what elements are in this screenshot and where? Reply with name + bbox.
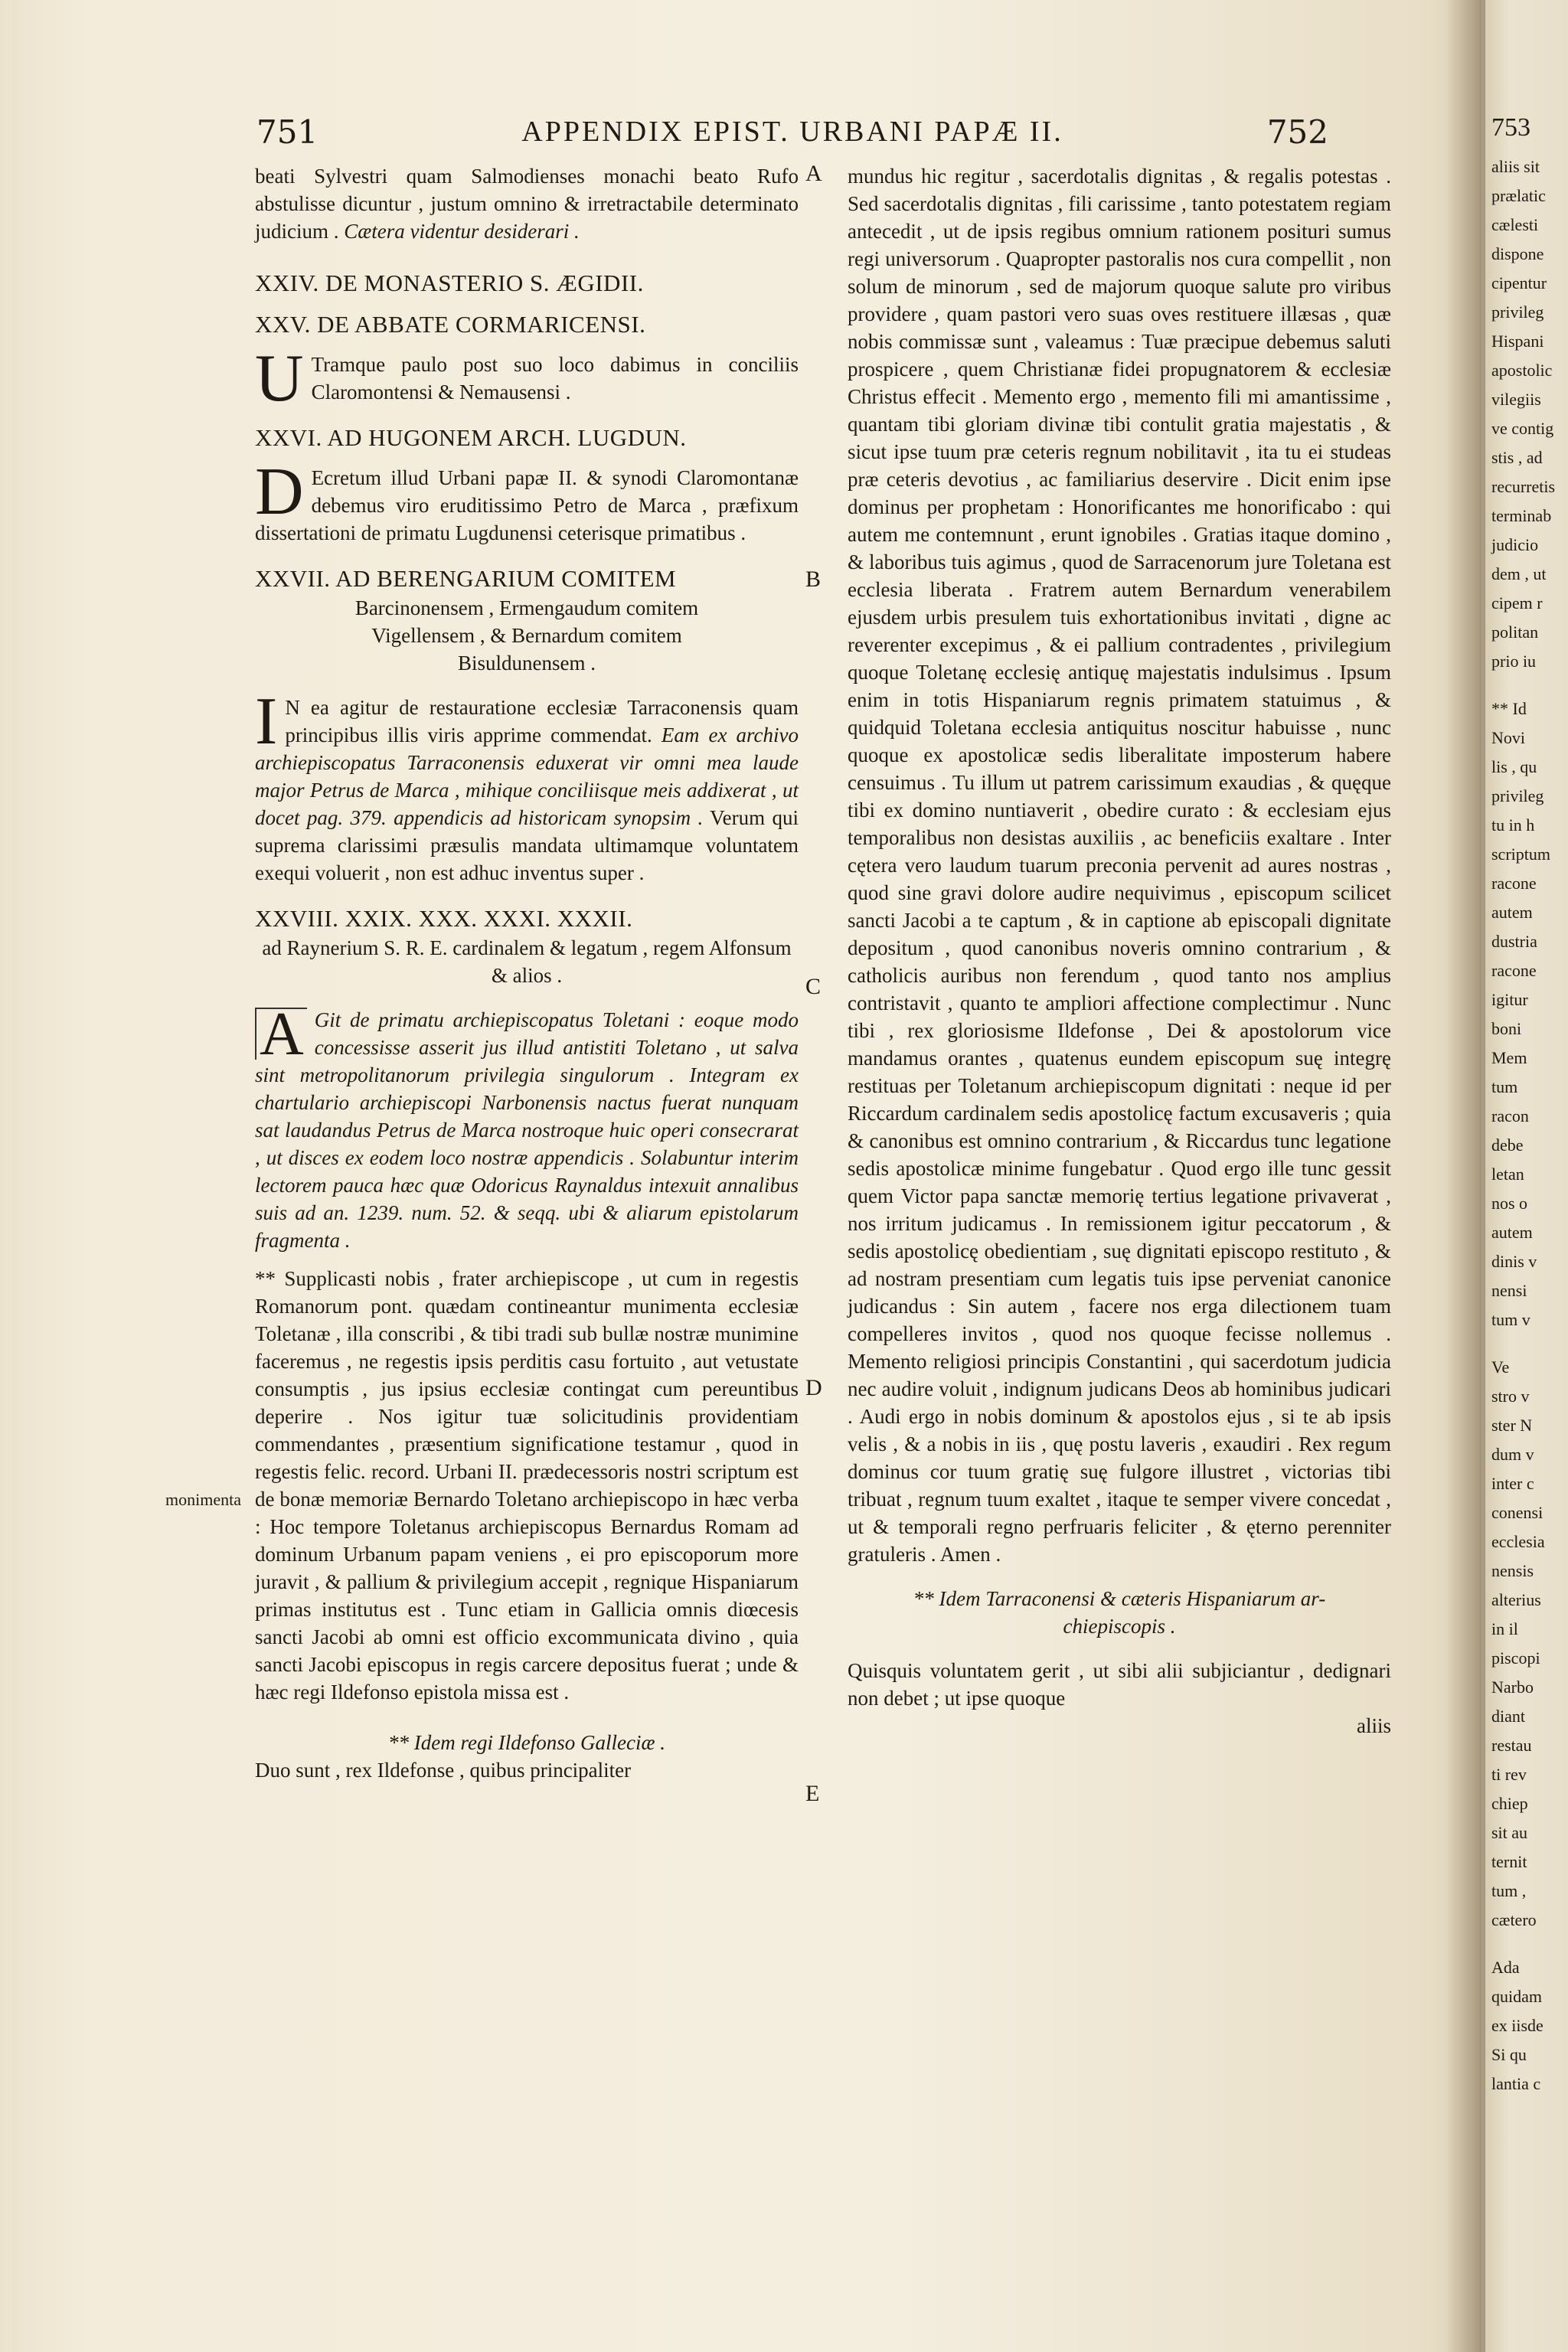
next-page-fragment: privileg xyxy=(1491,786,1544,805)
running-title: APPENDIX EPIST. URBANI PAPÆ II. xyxy=(521,116,1063,148)
drop-cap: I xyxy=(255,684,278,759)
paragraph xyxy=(255,684,799,887)
next-page-fragment: conensi xyxy=(1491,1503,1544,1522)
next-page-fragment: ster N xyxy=(1491,1416,1533,1435)
next-page-fragment: Hispani xyxy=(1491,332,1544,351)
letter-heading-line: chiepiscopis . xyxy=(1063,1615,1176,1638)
next-page-fragment: sit au xyxy=(1491,1823,1528,1842)
next-page-fragment: tu in h xyxy=(1491,815,1535,835)
paragraph: Quisquis voluntatem gerit , ut sibi alii subjiciantur , dedignari non debet ; ut ipse quoque xyxy=(848,1659,1391,1710)
next-page-fragment: debe xyxy=(1491,1135,1524,1155)
next-page-fragment: Novi xyxy=(1491,728,1525,747)
letter-heading-line: ** Idem Tarraconensi & cæteris Hispaniarum ar- xyxy=(913,1587,1326,1610)
paragraph-text: beati Sylvestri quam Salmodienses monachi beato Rufo abstulisse dicuntur , justum omnino & irretractabile determinato judicium . xyxy=(255,165,799,243)
drop-cap: A xyxy=(255,1008,307,1060)
next-page-fragment: Ada xyxy=(1491,1958,1520,1977)
letter-heading xyxy=(848,1585,1391,1640)
next-page-fragment: cipem r xyxy=(1491,593,1543,612)
next-page-fragment: igitur xyxy=(1491,990,1528,1009)
next-page-fragment: piscopi xyxy=(1491,1648,1540,1668)
drop-cap: U xyxy=(255,341,304,416)
next-page-fragment: racone xyxy=(1491,874,1537,893)
section-heading: XXVII. AD BERENGARIUM COMITEM xyxy=(255,565,677,592)
next-page-fragment: tum v xyxy=(1491,1310,1530,1329)
next-page-fragment: ex iisde xyxy=(1491,2016,1544,2035)
binding-gutter xyxy=(1446,0,1491,2352)
section-letter-e: E xyxy=(805,1781,820,1806)
next-page-edge xyxy=(1485,0,1568,2352)
next-page-fragment: dinis v xyxy=(1491,1252,1537,1271)
page-header xyxy=(256,113,1328,156)
section-heading: XXIV. DE MONASTERIO S. ÆGIDII. xyxy=(255,270,644,296)
paragraph: Duo sunt , rex Ildefonse , quibus principaliter xyxy=(255,1759,632,1782)
italic-note: Eam ex archivo archiepiscopatus Tarraconensis eduxerat vir omni mea laude major Petrus de Marca , mihique conciliisque meis addixerat , ut docet pag. 379. appendicis ad historicam synopsim . xyxy=(255,724,799,829)
next-page-fragment: chiep xyxy=(1491,1794,1528,1813)
section-heading: XXV. DE ABBATE CORMARICENSI. xyxy=(255,311,646,338)
next-page-fragment: Narbo xyxy=(1491,1677,1534,1697)
next-page-fragment: apostolic xyxy=(1491,361,1553,380)
section-letter-c: C xyxy=(805,974,822,999)
paragraph-text: Ecretum illud Urbani papæ II. & synodi Claromontanæ debemus viro eruditissimo Petro de Marca , præfixum dissertationi de primatu Lugdunensi ceterisque primatibus . xyxy=(255,466,799,544)
paragraph xyxy=(255,1001,799,1254)
paragraph xyxy=(255,341,799,416)
section-heading: XXVI. AD HUGONEM ARCH. LUGDUN. xyxy=(255,424,687,451)
next-page-fragment: recurretis xyxy=(1491,477,1556,496)
section-letter-b: B xyxy=(805,567,822,592)
paragraph: mundus hic regitur , sacerdotalis dignitas , & regalis potestas . Sed sacerdotalis dignitas , fili carissime , tanto potestatem regiam antecedit , ut de ipsis regibus omnium rationem positurі sumus regi universorum . Quapropter pastoralis nos cura compellit , non solum de minorum , sed de majorum quoque salute pro viribus providere , quam pastori vero suas oves restituere illæsas , quæ nobis commissæ sunt , valeamus : Tuæ præcipue debemus saluti prospicere , quem Christianæ fidei propugnatorem & ecclesiæ Christus effecit . Memento ergo , memento fili mi amantissime , quantam tibi gloriam divinæ tibi contulit gratia majestatis , & sicut ipse tuum præ ceteris regnum nobilitavit , ita tu ei studeas præ ceteris devotius , ac familiarius deservire . Dicit enim ipse dominus per prophetam : Honorificantes me honorificabo : qui autem me contemnunt , erunt ignobiles . Gratias itaque domino , & laboribus tuis agimus , quod de Sarracenorum jure Toletana est ecclesia liberata . Fratrem autem Bernardum venerabilem ejusdem urbis presulem tuis exhortationibus invitati , digne ac reverenter excepimus , & ei pallium contradentes , privilegium quoque Toletanę ecclesię antiquę majestatis indulsimus . Ipsum enim in totis Hispaniarum regnis primatem statuimus , & quidquid Toletana ecclesia antiquitus noscitur habuisse , nunc quoque ex apostolicæ sedis liberalitate imposterum habere censuimus . Tu illum ut patrem carissimum exaudias , & quęque tibi ex domino nuntiaverit , obedire curato : & ecclesiam ejus temporalibus non desistas auxiliis , ac beneficiis exaltare . Inter cętera vero laudum tuarum preconia pervenit ad aures nostras , quod sine gravi dolore audire nequivimus , episcopum scilicet sancti Jacobi a te captum , & in captione ab episcopali dignitate depositum , quod canonibus noveris omnino contrarium , & catholicis auribus non ferendum , quod tanto nos amplius contristavit , quanto te ampliori affectione complectimur . Nunc tibi , rex gloriosisme Ildefonse , Dei & apostolorum vice mandamus orantes , quatenus eundem episcopum suę integrę restituas per Toletanum archiepiscopum dignitati : neque id per Riccardum cardinalem sedis apostolicę factum excusaveris ; quia & canonibus est omnino contrarium , & Riccardus tunc legatione sedis apostolicæ minime fungebatur . Quod ergo ille tunc gessit quem Victor papa sanctæ memorię tertius legatione privaverat , nos irritum judicamus . In remissionem igitur peccatorum , & sedis apostolicę obedientiam , suę dignitati episcopo restituto , & ad nostram presentiam cum legatis tuis ipse perveniat canonice judicandus : Sin autem , facere nos erga dilectionem tuam compelleres invitos , quod nos quoque fecisse nollemus . Memento religiosi principis Constantini , qui sacerdotum judicia nec audire voluit , indignum judicans Deos ab hominibus judicari . Audi ergo in nobis dominum & apostolos ejus , si te ab ipsis velis , & a nobis in iis , quę postu laveris , exaudiri . Rex regum dominus cor tuum gratię suę fulgore illustret , victorias tibi tribuat , regnum tuum exaltet , itaque te semper vivere concedat , ut & temporali regno perfruaris feliciter , & ęterno perenniter gratuleris . Amen . xyxy=(848,165,1391,1566)
section-letter-a: A xyxy=(805,161,822,186)
next-page-fragment: quidam xyxy=(1491,1987,1542,2006)
next-page-fragment: dustria xyxy=(1491,932,1537,951)
next-page-fragment: Si qu xyxy=(1491,2045,1527,2064)
next-page-fragment: dum v xyxy=(1491,1445,1534,1464)
next-page-fragment: boni xyxy=(1491,1019,1522,1038)
next-page-fragment: ve contig xyxy=(1491,419,1554,438)
paragraph-text: Tramque paulo post suo loco dabimus in conciliis Claromontensi & Nemausensi . xyxy=(311,353,799,403)
margin-note: monimenta xyxy=(165,1490,241,1509)
catchword: aliis xyxy=(1357,1714,1391,1737)
next-page-fragment: prio iu xyxy=(1491,652,1537,671)
next-page-fragment: ternit xyxy=(1491,1852,1527,1871)
paragraph-text: Verum qui suprema clarissimi præsulis mandata ultimamque voluntatem exequi voluerit , non est adhuc inventus super . xyxy=(255,806,799,884)
next-page-fragment: terminab xyxy=(1491,506,1552,525)
section-heading: XXVIII. XXIX. XXX. XXXI. XXXII. xyxy=(255,905,633,932)
next-page-fragment: Ve xyxy=(1491,1357,1510,1377)
drop-cap: D xyxy=(255,455,304,529)
next-page-fragment: nensi xyxy=(1491,1281,1527,1300)
right-column xyxy=(848,162,1391,1740)
left-column xyxy=(255,162,799,1784)
page-number-left: 751 xyxy=(256,113,318,151)
next-page-fragment: autem xyxy=(1491,903,1533,922)
next-page-fragment: racon xyxy=(1491,1106,1529,1125)
letter-heading: ** Idem regi Ildefonso Galleciæ . xyxy=(388,1731,665,1754)
next-page-fragment: scriptum xyxy=(1491,844,1550,864)
paragraph xyxy=(255,162,799,245)
next-page-fragment: cipentur xyxy=(1491,273,1547,292)
next-page-fragment: cælesti xyxy=(1491,215,1539,234)
paragraph: ** Supplicasti nobis , frater archiepiscope , ut cum in regestis Romanorum pont. quædam contineantur munimenta ecclesiæ Toletanæ , illa conscribi , & tibi tradi sub bullæ nostræ munimine faceremus , ne regestis ipsis perditis casu fortuito , aut vetustate consumptis , jus ipsius ecclesiæ contingat cum pereuntibus deperire . Nos igitur tuæ solicitudinis providentiam commendantes , præsentium significatione testamur , quod in regestis felic. record. Urbani II. prædecessoris nostri scriptum est de bonæ memoriæ Bernardo Toletano archiepiscopo in hæc verba : Hoc tempore Toletanus archiepiscopus Bernardus Romam ad dominum Urbanum papam veniens , ei pro episcoporum more juravit , & pallium & privilegium accepit , regnique Hispaniarum primas institutus est . Tunc etiam in Gallicia omnis diœcesis sancti Jacobi ab omni est officio excommunicata divino , quia sancti Jacobi episcopus in regis carcere depositus fuerat ; unde & hæc regi Ildefonso epistola missa est . xyxy=(255,1267,799,1704)
heading-subline: ad Raynerium S. R. E. cardinalem & legatum , regem Alfonsum & alios . xyxy=(262,936,792,987)
next-page-fragment: ** Id xyxy=(1491,699,1527,718)
next-page-fragment: vilegiis xyxy=(1491,390,1541,409)
next-page-fragment: aliis sit xyxy=(1491,157,1540,176)
next-page-fragment: politan xyxy=(1491,622,1539,642)
next-page-fragment: stro v xyxy=(1491,1387,1530,1406)
next-page-fragment: nensis xyxy=(1491,1561,1534,1580)
next-page-fragment: autem xyxy=(1491,1223,1533,1242)
next-page-fragment: privileg xyxy=(1491,302,1544,322)
heading-subline: Bisuldunensem . xyxy=(458,652,596,675)
next-page-fragment: ti rev xyxy=(1491,1765,1527,1784)
next-page-fragment: Mem xyxy=(1491,1048,1527,1067)
page-number-right: 752 xyxy=(1266,113,1328,151)
next-page-fragment: cætero xyxy=(1491,1910,1537,1929)
next-page-fragment: diant xyxy=(1491,1707,1525,1726)
next-page-fragment: tum , xyxy=(1491,1881,1527,1900)
next-page-fragment: judicio xyxy=(1491,535,1539,554)
next-page-fragment: alterius xyxy=(1491,1590,1541,1609)
section-letter-d: D xyxy=(805,1375,822,1400)
next-page-fragment: stis , ad xyxy=(1491,448,1543,467)
next-page-fragment: nos o xyxy=(1491,1194,1528,1213)
italic-note: Cætera videntur desiderari . xyxy=(344,220,580,243)
next-page-fragment: restau xyxy=(1491,1736,1532,1755)
next-page-fragment: inter c xyxy=(1491,1474,1534,1493)
heading-subline: Vigellensem , & Bernardum comitem xyxy=(371,624,682,647)
next-page-fragment: lis , qu xyxy=(1491,757,1537,776)
paragraph xyxy=(255,455,799,547)
next-page-fragment: ecclesia xyxy=(1491,1532,1545,1551)
next-page-fragment: dispone xyxy=(1491,244,1544,263)
italic-note: Git de primatu archiepiscopatus Toletani : eoque modo concessisse asserit jus illud antistiti Toletano , ut salva sint metropolitanorum privilegia singulorum . Integram ex chartulario archiepiscopi Narbonensis nactus fuerat nunquam sat laudandus Petrus de Marca nostroque huic operi consecrarat , ut disces ex eodem loco nostræ appendicis . Solabuntur interim lectorem pauca hæc quæ Odoricus Raynaldus intexuit annalibus suis ad an. 1239. num. 52. & seqq. ubi & aliarum epistolarum fragmenta . xyxy=(255,1008,799,1252)
paragraph-text: N ea agitur de restauratione ecclesiæ Tarraconensis quam principibus illis viris apprime commendat. xyxy=(285,696,799,746)
heading-subline: Barcinonensem , Ermengaudum comitem xyxy=(354,596,699,619)
next-page-fragment: racone xyxy=(1491,961,1537,980)
next-page-fragment: tum xyxy=(1491,1077,1518,1096)
next-page-fragment: lantia c xyxy=(1491,2074,1541,2093)
next-page-fragment: in il xyxy=(1491,1619,1518,1638)
next-page-fragment: dem , ut xyxy=(1491,564,1547,583)
next-page-fragment: prælatic xyxy=(1491,186,1546,205)
next-page-number: 753 xyxy=(1491,113,1530,142)
next-page-fragment: letan xyxy=(1491,1165,1524,1184)
